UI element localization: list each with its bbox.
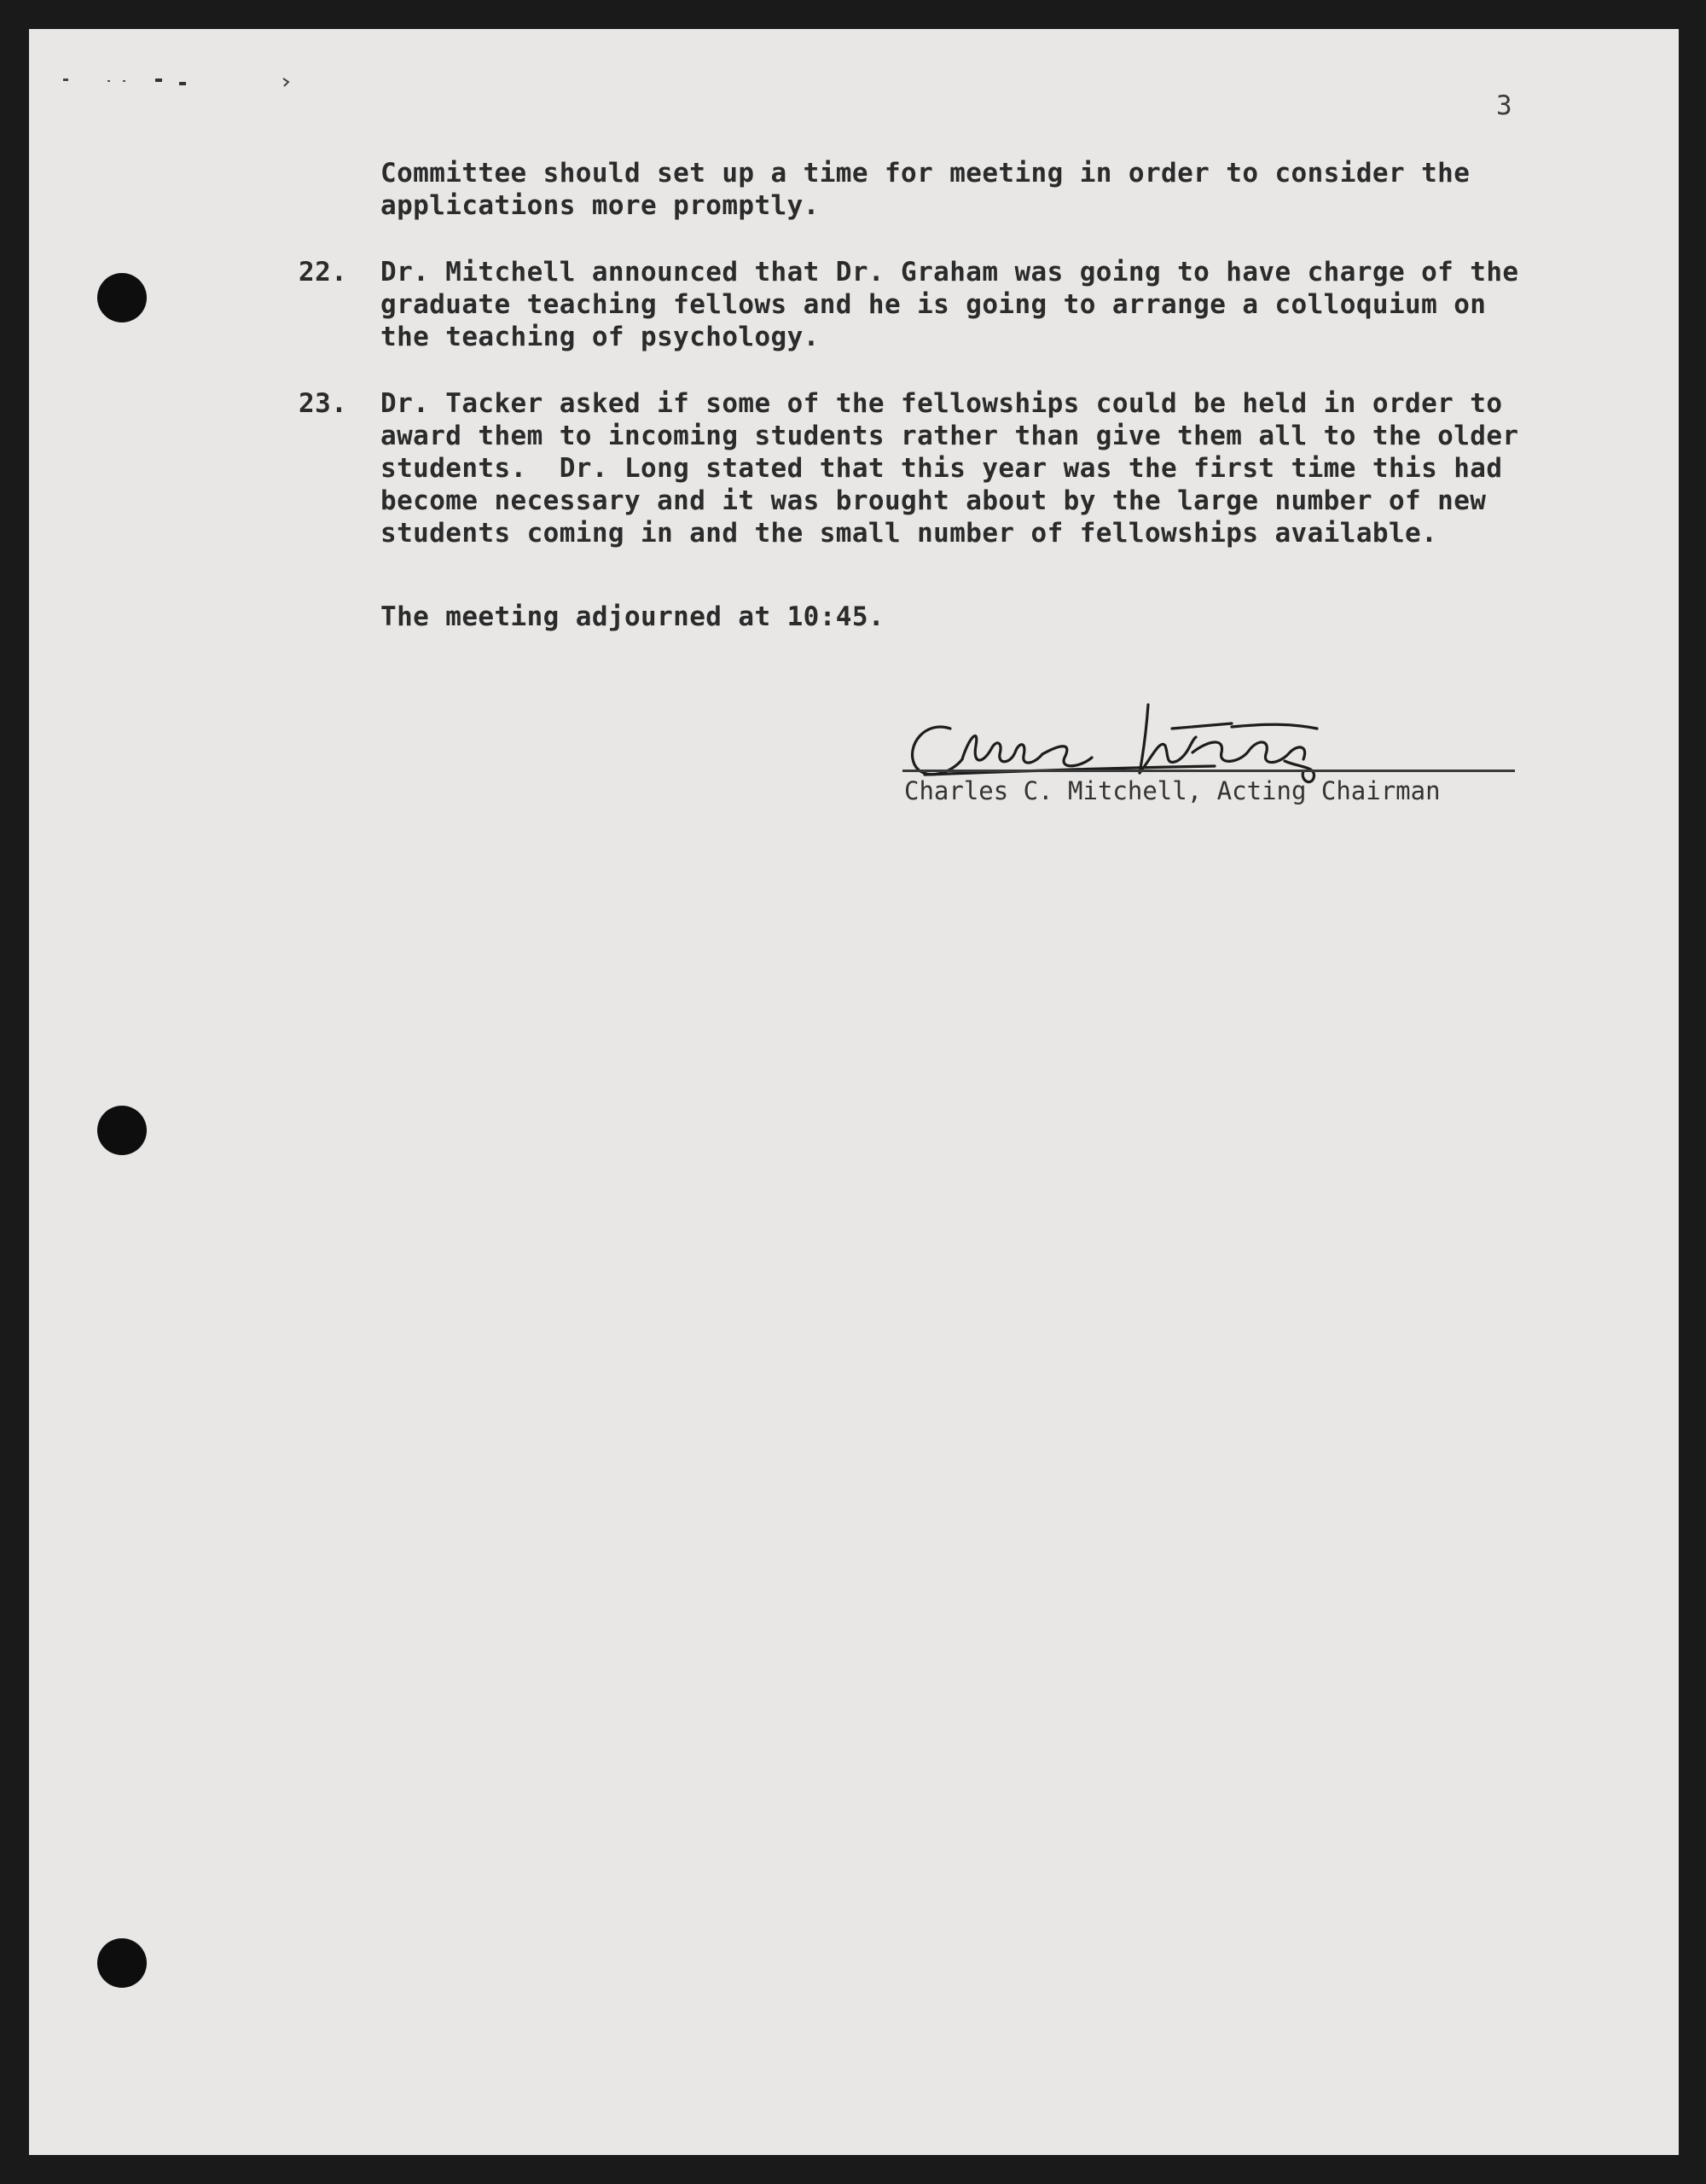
binder-hole xyxy=(97,273,147,322)
binder-hole xyxy=(97,1106,147,1155)
document-page xyxy=(29,29,1679,2155)
signatory-name: Charles C. Mitchell, Acting Chairman xyxy=(904,776,1441,805)
signature-text: Charles Mitchell xyxy=(891,686,897,687)
continuation-paragraph xyxy=(380,157,1575,222)
text-line: graduate teaching fellows and he is going to arrange a colloquium on xyxy=(380,289,1487,320)
text-line: award them to incoming students rather than give them all to the older xyxy=(380,421,1519,451)
item-22-paragraph xyxy=(380,256,1575,353)
item-number: 23. xyxy=(299,388,348,419)
signature-line xyxy=(902,770,1515,772)
text-line: Committee should set up a time for meeting in order to consider the xyxy=(380,158,1471,189)
text-line: The meeting adjourned at 10:45. xyxy=(380,601,885,632)
text-line: Dr. Tacker asked if some of the fellowships could be held in order to xyxy=(380,388,1503,419)
text-line: applications more promptly. xyxy=(380,190,820,221)
text-line: students. Dr. Long stated that this year was the first time this had xyxy=(380,453,1503,484)
closing-line xyxy=(380,601,1575,633)
page-number: 3 xyxy=(1496,90,1512,121)
binder-hole xyxy=(97,1938,147,1988)
text-line: Dr. Mitchell announced that Dr. Graham was going to have charge of the xyxy=(380,257,1519,288)
text-line: students coming in and the small number of fellowships available. xyxy=(380,518,1438,549)
item-number: 22. xyxy=(299,257,348,288)
text-line: the teaching of psychology. xyxy=(380,322,820,352)
text-line: become necessary and it was brought about by the large number of new xyxy=(380,485,1487,516)
paper-specks xyxy=(55,72,310,97)
item-23-paragraph xyxy=(380,387,1575,549)
